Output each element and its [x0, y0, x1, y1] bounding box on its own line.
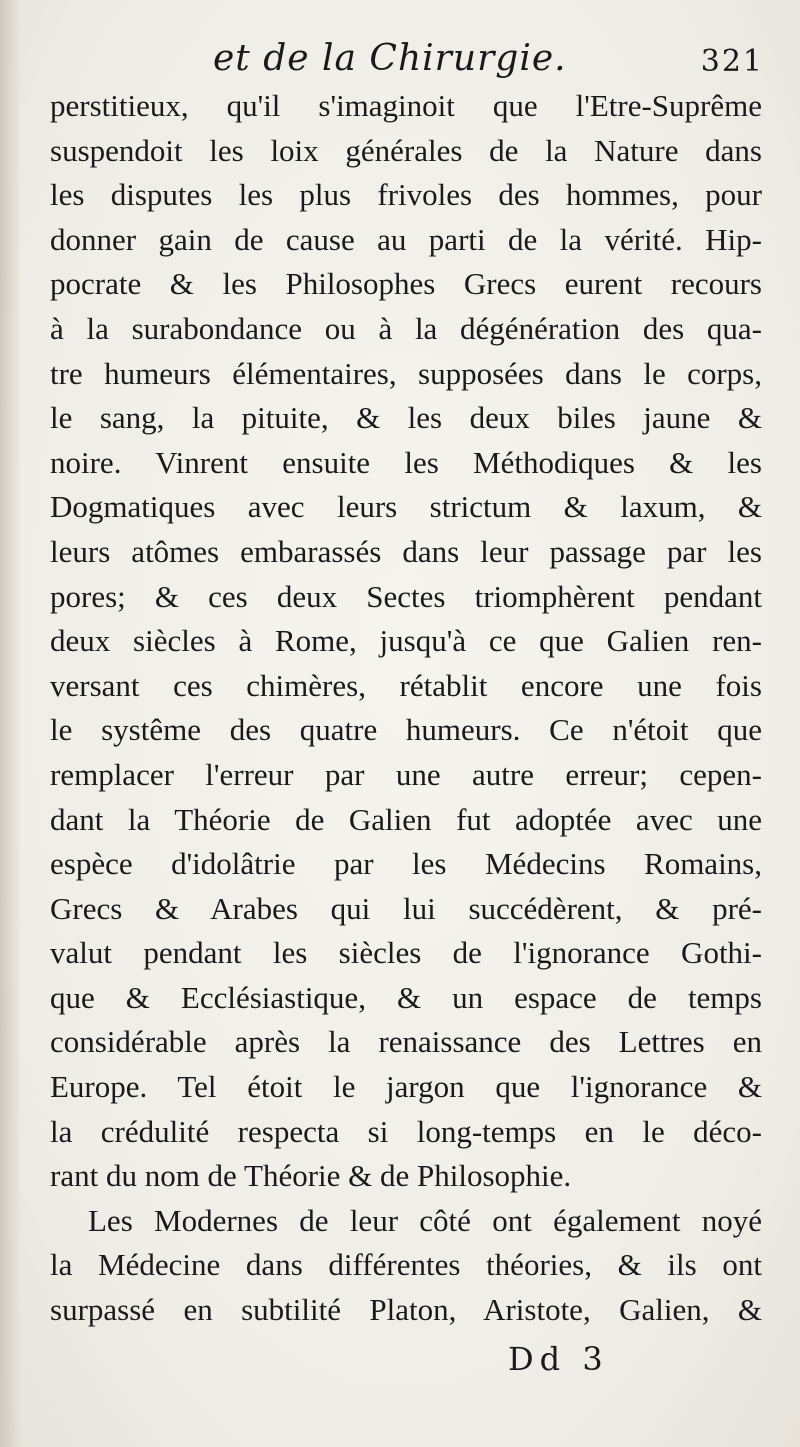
text-line: le sang, la pituite, & les deux biles jaune &: [50, 400, 762, 436]
text-line: Grecs & Arabes qui lui succédèrent, & pré-: [50, 890, 762, 926]
text-line: que & Ecclésiastique, & un espace de temps: [50, 979, 762, 1015]
text-line: noire. Vinrent ensuite les Méthodiques & les: [50, 444, 762, 480]
text-line: Dogmatiques avec leurs strictum & laxum, &: [50, 489, 762, 525]
text-line: pocrate & les Philosophes Grecs eurent recours: [50, 266, 762, 302]
page-number: 321: [700, 44, 764, 79]
paragraph-start-line: Les Modernes de leur côté ont également noyé: [88, 1202, 762, 1238]
page-gutter-shadow: [0, 0, 22, 1447]
text-line: considérable après la renaissance des Lettres en: [50, 1024, 762, 1060]
text-line: espèce d'idolâtrie par les Médecins Romains,: [50, 846, 762, 882]
text-line: pores; & ces deux Sectes triomphèrent pendant: [50, 578, 762, 614]
body-text: [50, 84, 762, 1333]
text-line: les disputes les plus frivoles des hommes, pour: [50, 177, 762, 213]
text-line: leurs atômes embarassés dans leur passage par les: [50, 533, 762, 569]
text-line: surpassé en subtilité Platon, Aristote, Galien, &: [50, 1292, 762, 1328]
running-head: et de la Chirurgie.: [213, 38, 567, 79]
text-line: donner gain de cause au parti de la vérité. Hip-: [50, 221, 762, 257]
text-line: à la surabondance ou à la dégénération des qua-: [50, 310, 762, 346]
page-header: [48, 38, 770, 88]
signature-mark: Dd 3: [508, 1340, 609, 1378]
text-line: Europe. Tel étoit le jargon que l'ignorance &: [50, 1069, 762, 1105]
text-line: la Médecine dans différentes théories, & ils ont: [50, 1247, 762, 1283]
paragraph-end-line: rant du nom de Théorie & de Philosophie.: [50, 1158, 572, 1194]
text-line: valut pendant les siècles de l'ignorance Gothi-: [50, 935, 762, 971]
text-line: remplacer l'erreur par une autre erreur; cepen-: [50, 756, 762, 792]
text-line: perstitieux, qu'il s'imaginoit que l'Etre-Suprême: [50, 88, 762, 123]
text-line: le systême des quatre humeurs. Ce n'étoit que: [50, 712, 762, 748]
text-line: tre humeurs élémentaires, supposées dans le corps,: [50, 355, 762, 391]
text-line: versant ces chimères, rétablit encore une fois: [50, 667, 762, 703]
text-line: suspendoit les loix générales de la Nature dans: [50, 132, 762, 168]
text-line: dant la Théorie de Galien fut adoptée avec une: [50, 801, 762, 837]
text-line: deux siècles à Rome, jusqu'à ce que Galien ren-: [50, 623, 762, 659]
text-line: la crédulité respecta si long-temps en le déco-: [50, 1113, 762, 1149]
